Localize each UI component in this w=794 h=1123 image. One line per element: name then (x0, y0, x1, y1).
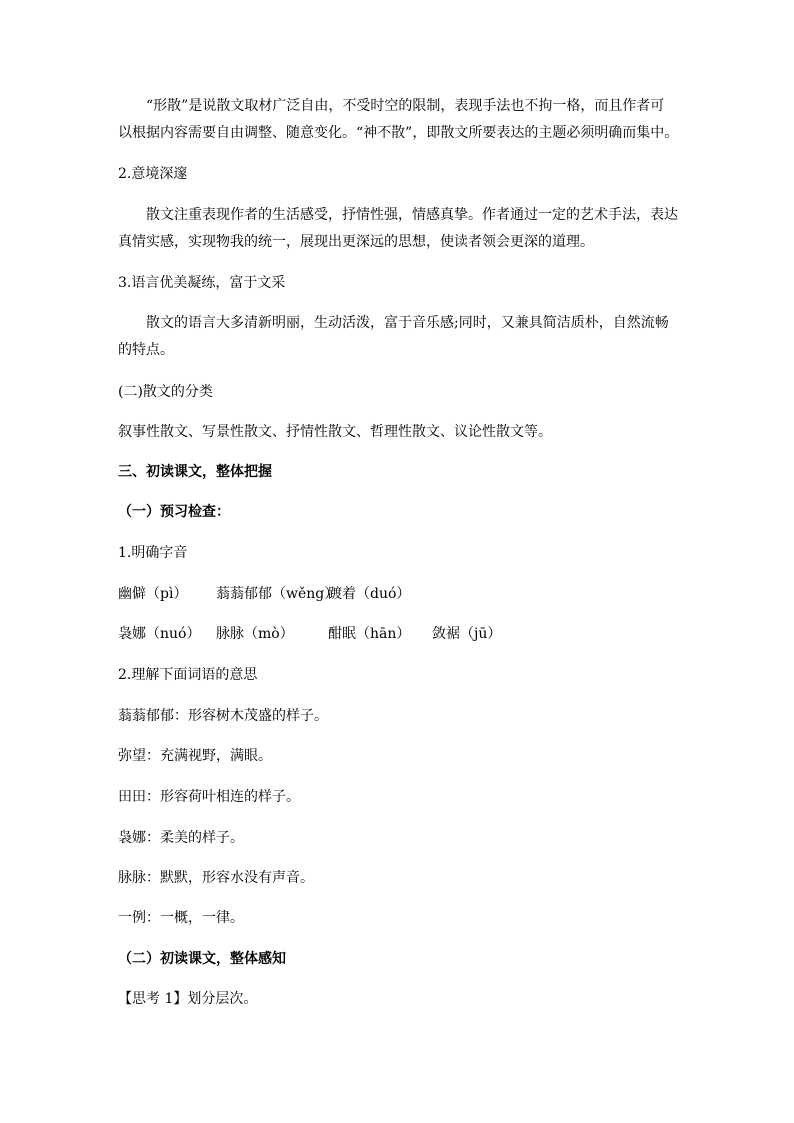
intro-paragraph-line-2: 以根据内容需要自由调整、随意变化。“神不散”，即散文所要表达的主题必须明确而集中。 (118, 125, 679, 141)
vocabulary-item: 一例：一概，一律。 (118, 910, 244, 926)
point-2-paragraph-line-1: 散文注重表现作者的生活感受，抒情性强，情感真挚。作者通过一定的艺术手法，表达 (146, 207, 678, 223)
pronunciation-heading: 1.明确字音 (118, 545, 188, 561)
vocabulary-item: 田田：形容荷叶相连的样子。 (118, 789, 300, 805)
classification-text: 叙事性散文、写景性散文、抒情性散文、哲理性散文、议论性散文等。 (118, 424, 552, 440)
pronunciation-item: 脉脉（mò） (216, 626, 294, 642)
pronunciation-row-1 (118, 584, 410, 604)
pronunciation-item: 酣眠（hān） (328, 626, 411, 642)
vocabulary-item: 蓊蓊郁郁：形容树木茂盛的样子。 (118, 708, 328, 724)
pronunciation-item: 袅娜（nuó） (118, 626, 201, 642)
point-2-paragraph-line-2: 真情实感，实现物我的统一，展现出更深远的思想，使读者领会更深的道理。 (118, 234, 594, 250)
preview-heading: （一）预习检查： (118, 504, 230, 520)
pronunciation-item: 蓊蓊郁郁（wěng） (216, 586, 339, 602)
pronunciation-item: 踱着（duó） (328, 586, 411, 602)
classification-heading: (二)散文的分类 (118, 384, 213, 400)
pronunciation-row-2 (118, 624, 501, 644)
vocabulary-item: 弥望：充满视野，满眼。 (118, 748, 272, 764)
pronunciation-item: 幽僻（pì） (118, 586, 188, 602)
pronunciation-item: 敛裾（jū） (432, 626, 502, 642)
point-2-heading: 2.意境深邃 (118, 166, 188, 182)
point-3-paragraph-line-2: 的特点。 (118, 342, 174, 358)
reading-heading: （二）初读课文，整体感知 (118, 951, 286, 967)
point-3-paragraph-line-1: 散文的语言大多清新明丽，生动活泼，富于音乐感;同时，又兼具简洁质朴，自然流畅 (146, 315, 669, 331)
intro-paragraph-line-1: “形散”是说散文取材广泛自由，不受时空的限制，表现手法也不拘一格，而且作者可 (146, 98, 665, 114)
section-3-heading: 三、初读课文，整体把握 (118, 464, 272, 480)
point-3-heading: 3.语言优美凝练，富于文采 (118, 275, 286, 291)
vocabulary-item: 袅娜：柔美的样子。 (118, 830, 244, 846)
vocabulary-item: 脉脉：默默，形容水没有声音。 (118, 870, 314, 886)
think-question-1: 【思考 1】划分层次。 (118, 991, 258, 1007)
vocabulary-heading: 2.理解下面词语的意思 (118, 667, 258, 683)
